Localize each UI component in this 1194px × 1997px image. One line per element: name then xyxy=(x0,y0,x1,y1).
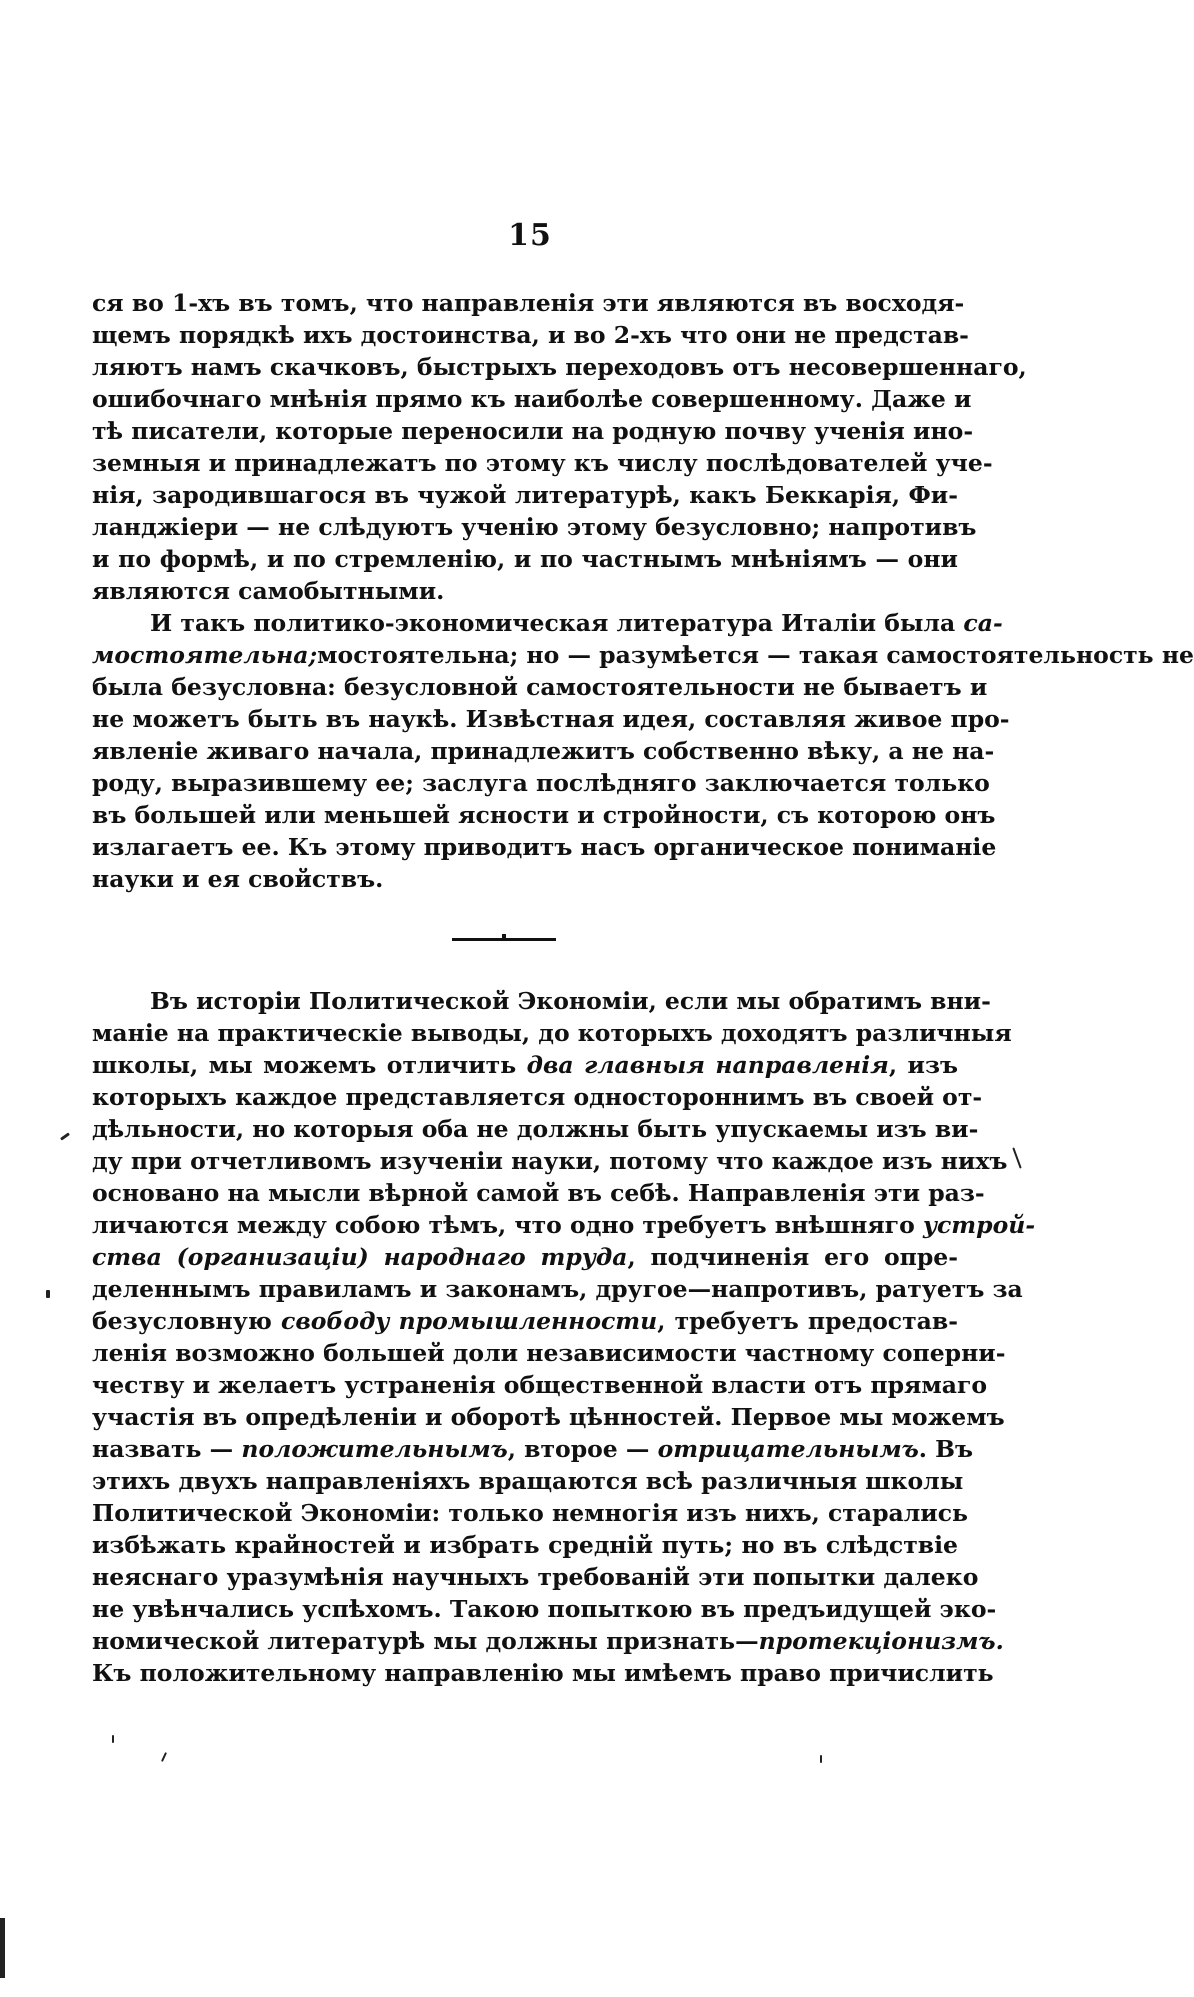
text-line: избѣжать крайностей и избрать средній путь; но въ слѣдствіе xyxy=(92,1531,958,1559)
page-number: 15 xyxy=(508,218,552,253)
text-line xyxy=(92,1241,958,1273)
text-line: являются самобытными. xyxy=(92,577,445,605)
italic-run: народнаго труда xyxy=(383,1243,628,1271)
text-line: не увѣнчались успѣхомъ. Такою попыткою въ предъидущей эко- xyxy=(92,1595,997,1623)
text-line: въ большей или меньшей ясности и стройности, съ которою онъ xyxy=(92,801,996,829)
text-line: ланджіери — не слѣдуютъ ученію этому безусловно; напротивъ xyxy=(92,513,977,541)
text-line: неяснаго уразумѣнія научныхъ требованій эти попытки далеко xyxy=(92,1563,979,1591)
text-line: которыхъ каждое представляется одностороннимъ въ своей от- xyxy=(92,1083,983,1111)
text-line: маніе на практическіе выводы, до которыхъ доходятъ различныя xyxy=(92,1019,1012,1047)
text-line: щемъ порядкѣ ихъ достоинства, и во 2-хъ что они не представ- xyxy=(92,321,969,349)
italic-run: мостоятельна; xyxy=(92,641,318,669)
section-separator xyxy=(452,938,556,941)
text-line: нія, зародившагося въ чужой литературѣ, какъ Беккарія, Фи- xyxy=(92,481,958,509)
paragraph-2 xyxy=(92,607,1194,895)
text-line: Въ исторіи Политической Экономіи, если мы обратимъ вни- xyxy=(150,987,991,1015)
text-line: ленія возможно большей доли независимости частному соперни- xyxy=(92,1339,1006,1367)
text-line: роду, выразившему ее; заслуга послѣдняго заключается только xyxy=(92,769,990,797)
italic-run: два главныя направленія xyxy=(526,1051,889,1079)
text-run: , второе — xyxy=(507,1435,658,1463)
text-line: ду при отчетливомъ изученіи науки, потому что каждое изъ нихъ xyxy=(92,1147,1008,1175)
italic-run: положительнымъ xyxy=(241,1435,508,1463)
italic-run: отрицательнымъ xyxy=(657,1435,919,1463)
italic-run: устрой- xyxy=(922,1211,1036,1239)
text-line: ся во 1-хъ въ томъ, что направленія эти являются въ восходя- xyxy=(92,289,965,317)
text-line xyxy=(92,1049,958,1081)
text-line xyxy=(92,639,1194,671)
text-line: Къ положительному направленію мы имѣемъ право причислить xyxy=(92,1659,994,1687)
scan-speck xyxy=(112,1735,114,1743)
text-line: науки и ея свойствъ. xyxy=(92,865,384,893)
text-line: излагаетъ ее. Къ этому приводитъ насъ органическое пониманіе xyxy=(92,833,997,861)
text-line: и по формѣ, и по стремленію, и по частнымъ мнѣніямъ — они xyxy=(92,545,958,573)
scan-speck xyxy=(161,1752,167,1762)
scan-speck xyxy=(1012,1147,1021,1168)
italic-run: ства (организаціи) xyxy=(92,1243,384,1271)
italic-run: протекціонизмъ. xyxy=(758,1627,1004,1655)
text-line: честву и желаетъ устраненія общественной власти отъ прямаго xyxy=(92,1371,988,1399)
text-line xyxy=(92,1625,1004,1657)
paragraph-1 xyxy=(92,287,1027,607)
text-line: участія въ опредѣленіи и оборотѣ цѣнностей. Первое мы можемъ xyxy=(92,1403,1005,1431)
text-line: ляютъ намъ скачковъ, быстрыхъ переходовъ отъ несовершеннаго, xyxy=(92,353,1027,381)
text-run: . Въ xyxy=(918,1435,974,1463)
text-run: мостоятельна; но — разумѣется — такая самостоятельность не xyxy=(317,641,1194,669)
text-line: дѣльности, но которыя оба не должны быть упускаемы изъ ви- xyxy=(92,1115,979,1143)
text-line: тѣ писатели, которые переносили на родную почву ученія ино- xyxy=(92,417,974,445)
text-run: номической литературѣ мы должны признать— xyxy=(92,1627,759,1655)
scan-edge-mark xyxy=(0,1918,5,1978)
text-run: школы, мы можемъ отличить xyxy=(92,1051,527,1079)
text-run: назвать — xyxy=(92,1435,242,1463)
text-line xyxy=(92,607,1003,639)
text-line: деленнымъ правиламъ и законамъ, другое—напротивъ, ратуетъ за xyxy=(92,1275,1023,1303)
paragraph-3 xyxy=(92,985,1036,1689)
text-line xyxy=(92,1433,974,1465)
scan-speck xyxy=(46,1290,50,1298)
text-run: , изъ xyxy=(888,1051,958,1079)
text-line: явленіе живаго начала, принадлежитъ собственно вѣку, а не на- xyxy=(92,737,995,765)
italic-run: са- xyxy=(963,609,1003,637)
text-line: не можетъ быть въ наукѣ. Извѣстная идея, составляя живое про- xyxy=(92,705,1010,733)
text-run: , подчиненія его опре- xyxy=(627,1243,958,1271)
text-line: была безусловна: безусловной самостоятельности не бываетъ и xyxy=(92,673,988,701)
text-run: , требуетъ предостав- xyxy=(657,1307,958,1335)
text-line: ошибочнаго мнѣнія прямо къ наиболѣе совершенному. Даже и xyxy=(92,385,972,413)
text-run: личаются между собою тѣмъ, что одно требуетъ внѣшняго xyxy=(92,1211,923,1239)
text-line xyxy=(92,1209,1036,1241)
text-line: земныя и принадлежатъ по этому къ числу послѣдователей уче- xyxy=(92,449,993,477)
text-run: И такъ политико-экономическая литература Италіи была xyxy=(150,609,964,637)
text-line xyxy=(92,1305,958,1337)
text-line: основано на мысли вѣрной самой въ себѣ. Направленія эти раз- xyxy=(92,1179,985,1207)
text-run: безусловную xyxy=(92,1307,282,1335)
text-line: Политической Экономіи: только немногія изъ нихъ, старались xyxy=(92,1499,968,1527)
scan-speck xyxy=(820,1755,822,1763)
italic-run: свободу промышленности xyxy=(281,1307,658,1335)
scan-speck xyxy=(60,1132,70,1140)
text-line: этихъ двухъ направленіяхъ вращаются всѣ различныя школы xyxy=(92,1467,964,1495)
